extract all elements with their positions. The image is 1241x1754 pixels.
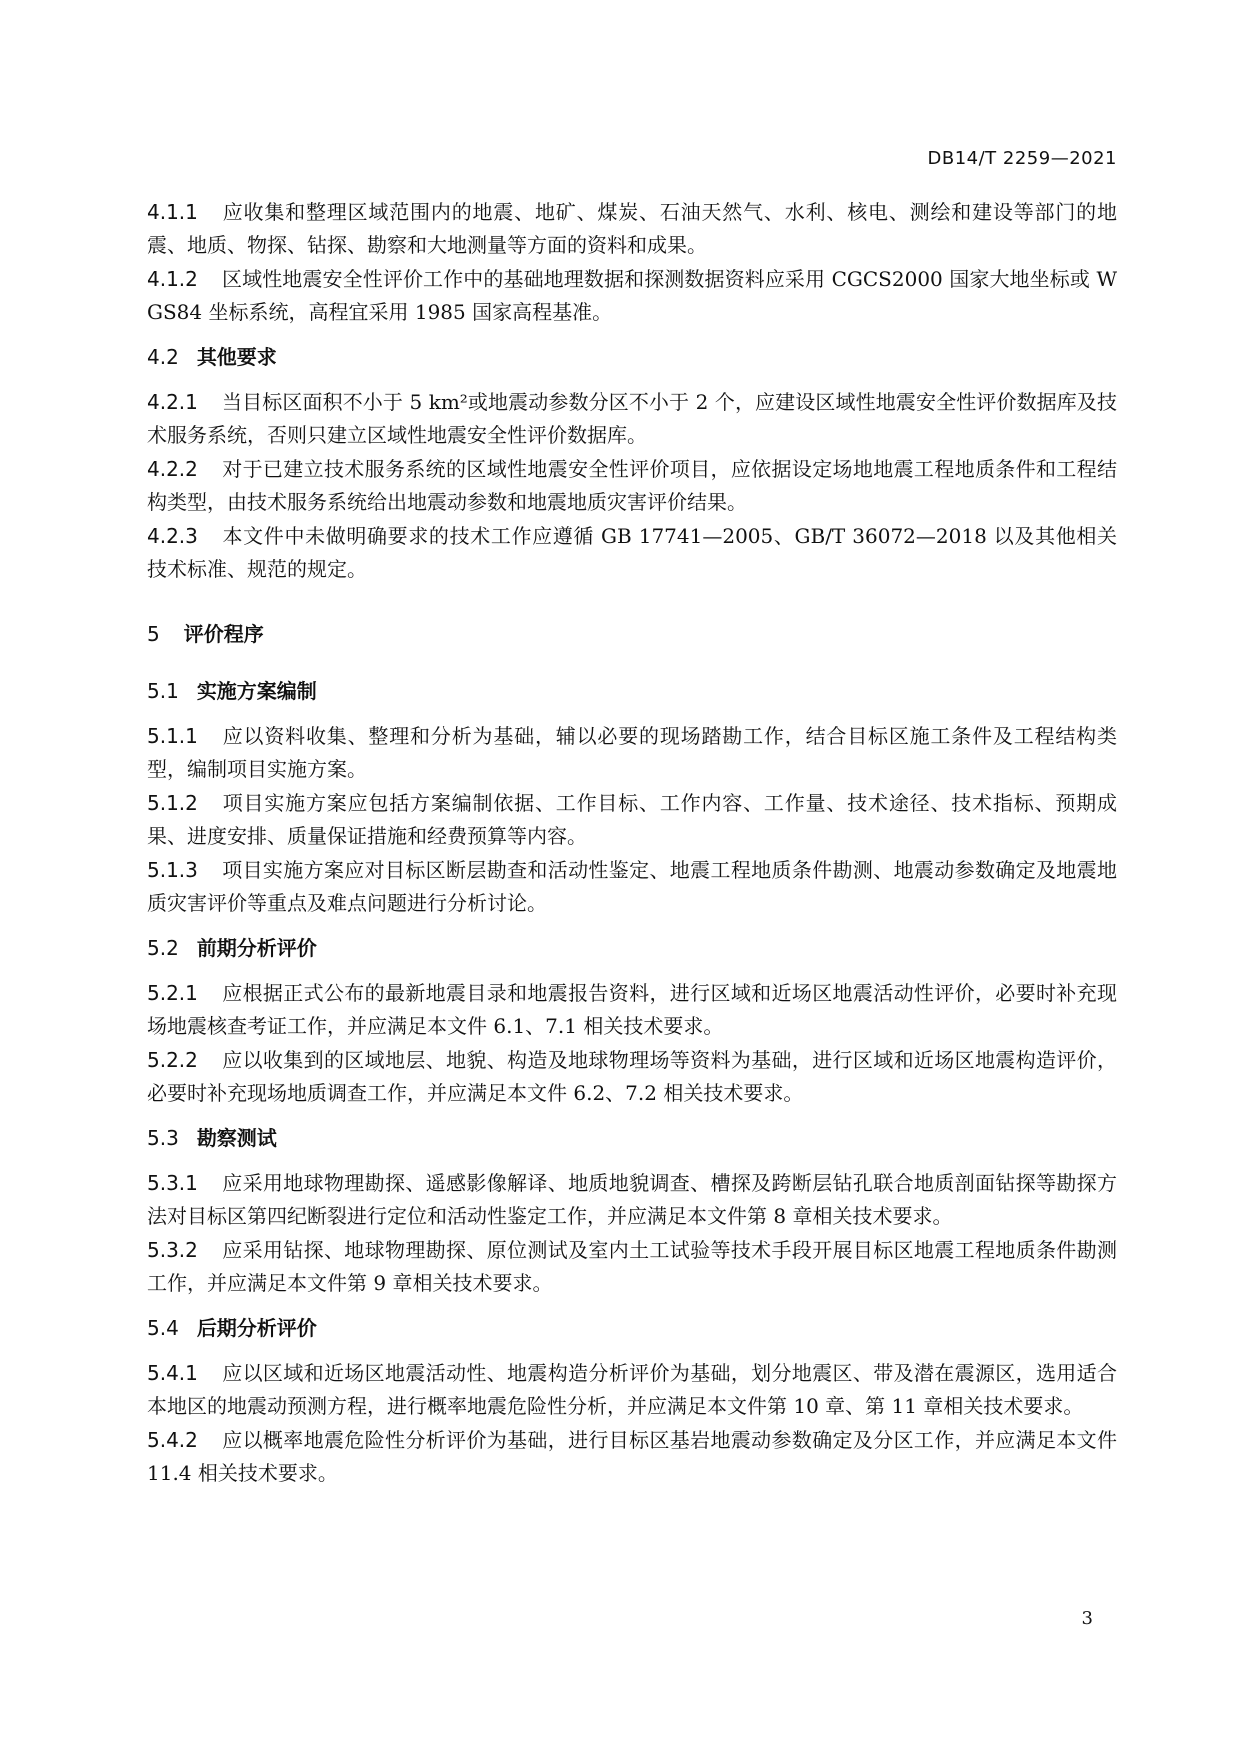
clause-text: 应采用钻探、地球物理勘探、原位测试及室内土工试验等技术手段开展目标区地震工程地质条件勘测工作，并应满足本文件第 9 章相关技术要求。 — [147, 1238, 1117, 1295]
chapter-title: 评价程序 — [183, 622, 264, 646]
clause-text: 应以资料收集、整理和分析为基础，辅以必要的现场踏勘工作，结合目标区施工条件及工程结构类型，编制项目实施方案。 — [147, 724, 1117, 781]
clause-number: 4.2.1 — [147, 390, 198, 414]
clause-5-1-2 — [147, 787, 1117, 853]
clause-5-4-1 — [147, 1357, 1117, 1423]
clause-5-1-3 — [147, 854, 1117, 920]
clause-number: 5.2.1 — [147, 981, 198, 1005]
clause-number: 4.2.3 — [147, 524, 198, 548]
clause-text: 本文件中未做明确要求的技术工作应遵循 GB 17741—2005、GB/T 36072—2018 以及其他相关技术标准、规范的规定。 — [147, 524, 1117, 581]
clause-text: 应以区域和近场区地震活动性、地震构造分析评价为基础，划分地震区、带及潜在震源区，选用适合本地区的地震动预测方程，进行概率地震危险性分析，并应满足本文件第 10 章、第 11 章相关技术要求。 — [147, 1361, 1117, 1418]
clause-number: 4.1.1 — [147, 200, 198, 224]
clause-4-2-3 — [147, 520, 1117, 586]
section-heading-5-3 — [147, 1122, 1117, 1155]
clause-4-2-2 — [147, 453, 1117, 519]
clause-number: 5.4.2 — [147, 1428, 198, 1452]
clause-5-4-2 — [147, 1424, 1117, 1490]
clause-text: 应采用地球物理勘探、遥感影像解译、地质地貌调查、槽探及跨断层钻孔联合地质剖面钻探等勘探方法对目标区第四纪断裂进行定位和活动性鉴定工作，并应满足本文件第 8 章相关技术要求。 — [147, 1171, 1117, 1228]
clause-5-2-1 — [147, 977, 1117, 1043]
clause-text: 应根据正式公布的最新地震目录和地震报告资料，进行区域和近场区地震活动性评价，必要时补充现场地震核查考证工作，并应满足本文件 6.1、7.1 相关技术要求。 — [147, 981, 1117, 1038]
clause-number: 5.3.2 — [147, 1238, 198, 1262]
section-number: 5.4 — [147, 1316, 179, 1340]
clause-number: 5.1.3 — [147, 858, 198, 882]
clause-5-3-2 — [147, 1234, 1117, 1300]
clause-text: 应以收集到的区域地层、地貌、构造及地球物理场等资料为基础，进行区域和近场区地震构造评价，必要时补充现场地质调查工作，并应满足本文件 6.2、7.2 相关技术要求。 — [147, 1048, 1117, 1105]
section-title: 其他要求 — [196, 345, 277, 369]
clause-number: 5.4.1 — [147, 1361, 198, 1385]
section-title: 后期分析评价 — [196, 1316, 317, 1340]
section-number: 5.2 — [147, 936, 179, 960]
clause-5-2-2 — [147, 1044, 1117, 1110]
section-heading-5-4 — [147, 1312, 1117, 1345]
clause-text: 区域性地震安全性评价工作中的基础地理数据和探测数据资料应采用 CGCS2000 国家大地坐标或 WGS84 坐标系统，高程宜采用 1985 国家高程基准。 — [147, 267, 1117, 324]
clause-number: 5.3.1 — [147, 1171, 198, 1195]
document-body — [147, 196, 1117, 1491]
chapter-number: 5 — [147, 622, 160, 646]
clause-text: 应收集和整理区域范围内的地震、地矿、煤炭、石油天然气、水利、核电、测绘和建设等部门的地震、地质、物探、钻探、勘察和大地测量等方面的资料和成果。 — [147, 200, 1117, 257]
clause-number: 5.2.2 — [147, 1048, 198, 1072]
clause-5-3-1 — [147, 1167, 1117, 1233]
clause-number: 5.1.1 — [147, 724, 198, 748]
clause-text: 对于已建立技术服务系统的区域性地震安全性评价项目，应依据设定场地地震工程地质条件和工程结构类型，由技术服务系统给出地震动参数和地震地质灾害评价结果。 — [147, 457, 1117, 514]
section-number: 5.3 — [147, 1126, 179, 1150]
section-heading-4-2 — [147, 341, 1117, 374]
clause-text: 应以概率地震危险性分析评价为基础，进行目标区基岩地震动参数确定及分区工作，并应满足本文件 11.4 相关技术要求。 — [147, 1428, 1117, 1485]
chapter-heading-5 — [147, 618, 1117, 651]
clause-4-1-2 — [147, 263, 1117, 329]
clause-4-1-1 — [147, 196, 1117, 262]
section-title: 前期分析评价 — [196, 936, 317, 960]
page-number: 3 — [1081, 1608, 1093, 1629]
section-title: 实施方案编制 — [196, 679, 317, 703]
section-heading-5-2 — [147, 932, 1117, 965]
standard-code: DB14/T 2259—2021 — [927, 148, 1117, 169]
section-number: 5.1 — [147, 679, 179, 703]
section-number: 4.2 — [147, 345, 179, 369]
section-heading-5-1 — [147, 675, 1117, 708]
clause-text: 项目实施方案应包括方案编制依据、工作目标、工作内容、工作量、技术途径、技术指标、预期成果、进度安排、质量保证措施和经费预算等内容。 — [147, 791, 1117, 848]
clause-5-1-1 — [147, 720, 1117, 786]
clause-number: 4.2.2 — [147, 457, 198, 481]
clause-4-2-1 — [147, 386, 1117, 452]
clause-number: 4.1.2 — [147, 267, 198, 291]
clause-text: 项目实施方案应对目标区断层勘查和活动性鉴定、地震工程地质条件勘测、地震动参数确定及地震地质灾害评价等重点及难点问题进行分析讨论。 — [147, 858, 1117, 915]
clause-number: 5.1.2 — [147, 791, 198, 815]
clause-text: 当目标区面积不小于 5 km²或地震动参数分区不小于 2 个，应建设区域性地震安全性评价数据库及技术服务系统，否则只建立区域性地震安全性评价数据库。 — [147, 390, 1117, 447]
section-title: 勘察测试 — [196, 1126, 277, 1150]
